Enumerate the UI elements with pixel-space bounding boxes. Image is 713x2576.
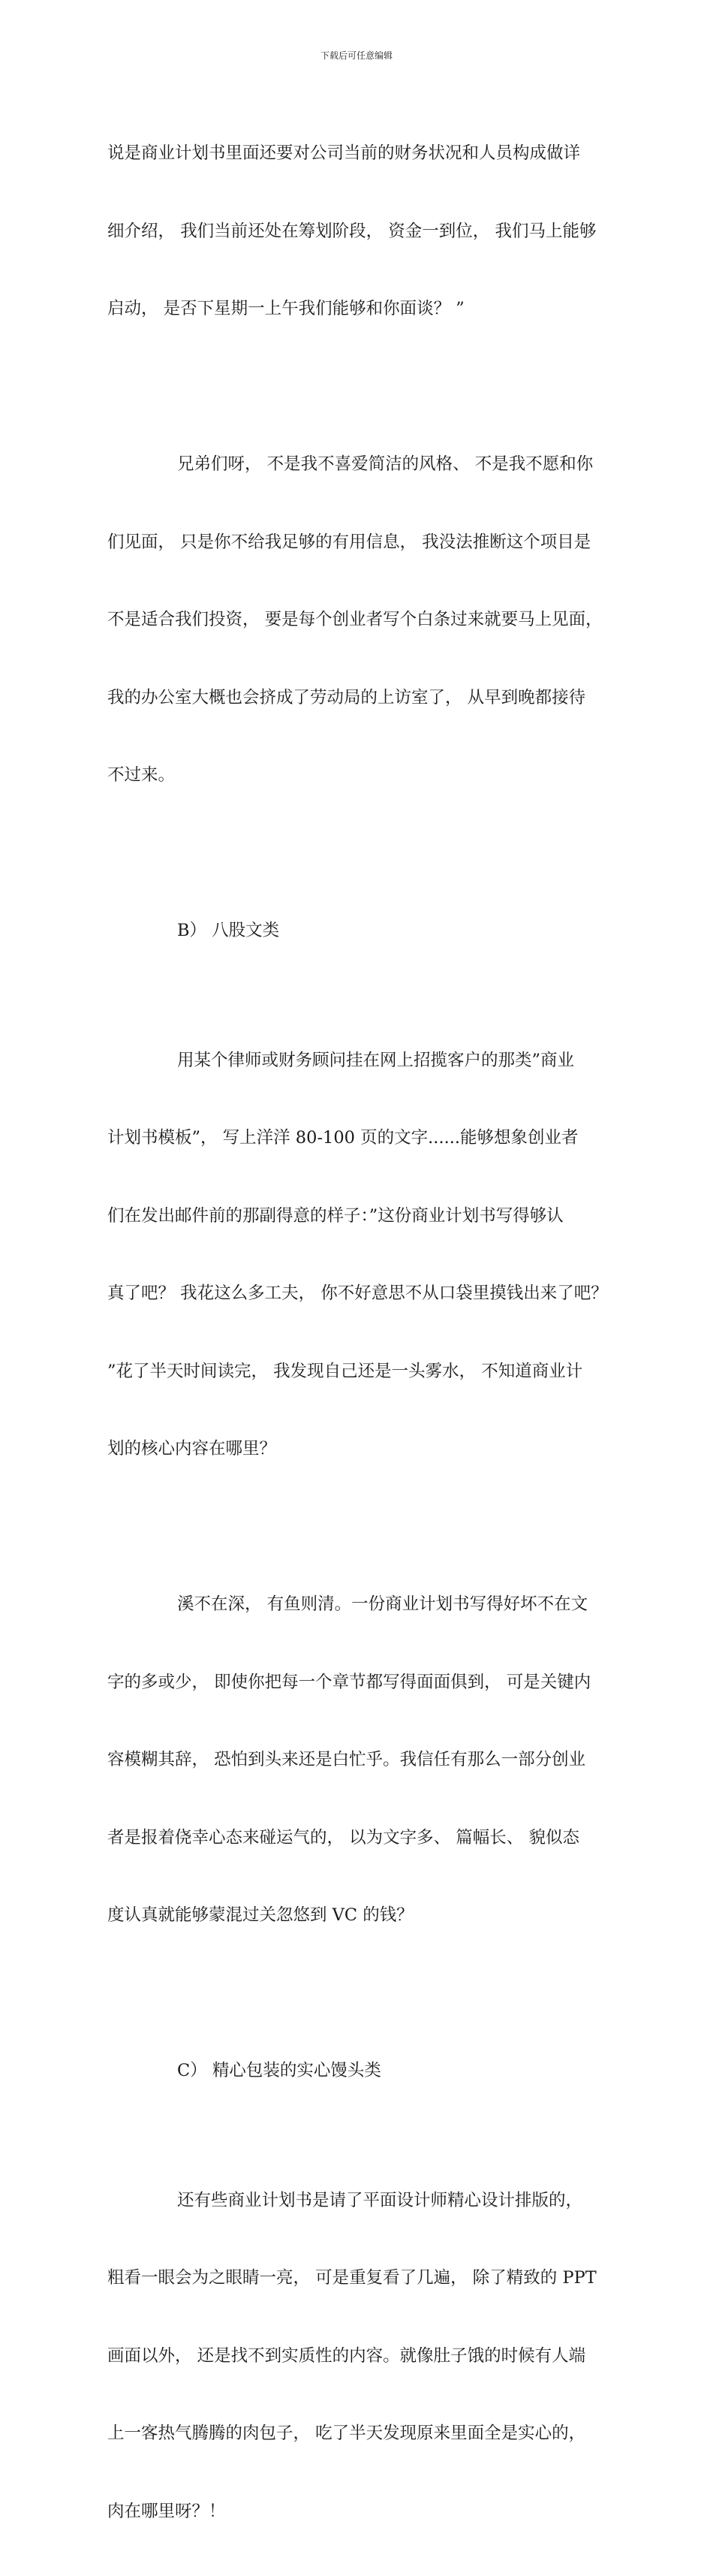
text-line: 者是报着侥幸心态来碰运气的， 以为文字多、 篇幅长、 貌似态 xyxy=(107,1825,607,1851)
page-header: 下载后可任意编辑 xyxy=(0,50,713,62)
text-line: 不是适合我们投资， 要是每个创业者写个白条过来就要马上见面， xyxy=(107,607,607,633)
paragraph-2 xyxy=(107,400,607,840)
paragraph-gap xyxy=(107,374,607,400)
text-line: 容模糊其辞， 恐怕到头来还是白忙乎。我信任有那么一部分创业 xyxy=(107,1747,607,1773)
text-line: 细介绍， 我们当前还处在筹划阶段， 资金一到位， 我们马上能够 xyxy=(107,219,607,245)
section-heading-b xyxy=(107,866,607,996)
text-line: 我的办公室大概也会挤成了劳动局的上访室了， 从早到晚都接待 xyxy=(107,685,607,711)
text-line: 字的多或少， 即使你把每一个章节都写得面面俱到， 可是关键内 xyxy=(107,1670,607,1696)
text-line: 们见面， 只是你不给我足够的有用信息， 我没法推断这个项目是 xyxy=(107,529,607,556)
heading-text: B） 八股文类 xyxy=(107,918,607,944)
text-line: 划的核心内容在哪里？ xyxy=(107,1436,607,1462)
text-line: 兄弟们呀， 不是我不喜爱简洁的风格、 不是我不愿和你 xyxy=(107,451,607,478)
text-line: 粗看一眼会为之眼睛一亮， 可是重复看了几遍， 除了精致的 PPT xyxy=(107,2265,607,2291)
paragraph-4 xyxy=(107,1540,607,1980)
text-line: 还有些商业计划书是请了平面设计师精心设计排版的， xyxy=(107,2188,607,2214)
text-line: 计划书模板”， 写上洋洋 80-100 页的文字......能够想象创业者 xyxy=(107,1125,607,1151)
paragraph-1 xyxy=(107,89,607,374)
text-line: 启动， 是否下星期一上午我们能够和你面谈？ ” xyxy=(107,296,607,322)
text-line: 用某个律师或财务顾问挂在网上招揽客户的那类”商业 xyxy=(107,1048,607,1074)
text-line: 上一客热气腾腾的肉包子， 吃了半天发现原来里面全是实心的， xyxy=(107,2421,607,2447)
text-line: 们在发出邮件前的那副得意的样子：”这份商业计划书写得够认 xyxy=(107,1203,607,1229)
text-line: ”花了半天时间读完， 我发现自己还是一头雾水， 不知道商业计 xyxy=(107,1359,607,1385)
heading-text: C） 精心包装的实心馒头类 xyxy=(107,2058,607,2084)
text-line: 肉在哪里呀？！ xyxy=(107,2499,607,2525)
paragraph-gap xyxy=(107,1980,607,2007)
paragraph-gap xyxy=(107,840,607,867)
text-line: 不过来。 xyxy=(107,762,607,789)
paragraph-gap xyxy=(107,1514,607,1540)
text-line: 说是商业计划书里面还要对公司当前的财务状况和人员构成做详 xyxy=(107,140,607,167)
paragraph-3 xyxy=(107,996,607,1514)
text-line: 度认真就能够蒙混过关忽悠到 VC 的钱？ xyxy=(107,1902,607,1929)
section-heading-c xyxy=(107,2006,607,2136)
paragraph-5 xyxy=(107,2136,607,2576)
text-line: 画面以外， 还是找不到实质性的内容。就像肚子饿的时候有人端 xyxy=(107,2343,607,2369)
document-body xyxy=(107,89,607,2576)
text-line: 真了吧？ 我花这么多工夫， 你不好意思不从口袋里摸钱出来了吧？ xyxy=(107,1280,607,1307)
text-line: 溪不在深， 有鱼则清。一份商业计划书写得好坏不在文 xyxy=(107,1591,607,1618)
